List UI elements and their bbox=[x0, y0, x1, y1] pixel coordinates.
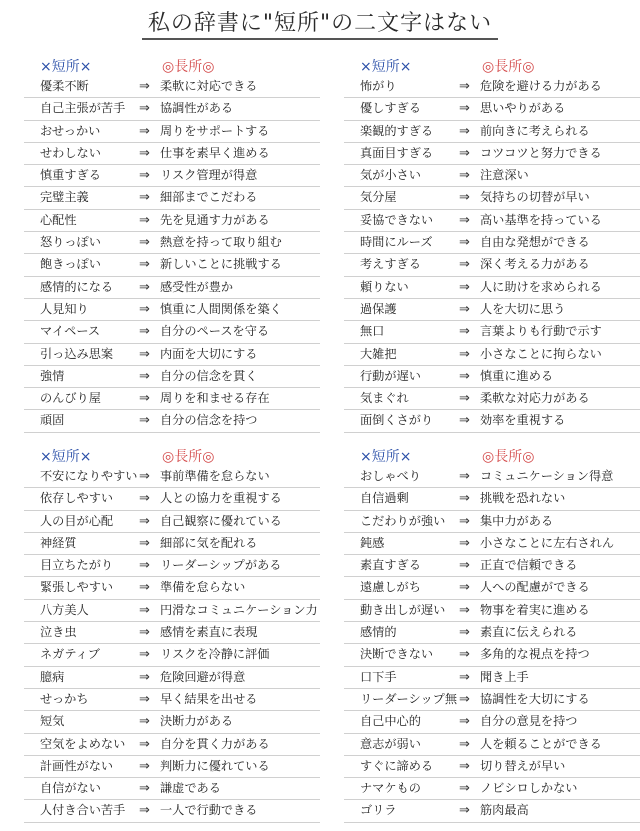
arrow-icon: ⇒ bbox=[459, 625, 470, 641]
strength-text: 早く結果を出せる bbox=[160, 691, 258, 706]
list-item bbox=[24, 667, 320, 689]
strength-text: 仕事を素早く進める bbox=[160, 145, 270, 160]
strength-text: 筋肉最高 bbox=[480, 803, 529, 818]
weakness-text: 慎重すぎる bbox=[40, 168, 101, 183]
weakness-text: 真面目すぎる bbox=[360, 145, 434, 160]
arrow-icon: ⇒ bbox=[459, 647, 470, 663]
strength-header: ◎長所◎ bbox=[162, 449, 215, 465]
weakness-text: 感情的になる bbox=[40, 279, 114, 294]
list-item bbox=[344, 143, 640, 165]
list-item bbox=[344, 488, 640, 510]
arrow-icon: ⇒ bbox=[139, 469, 150, 484]
strength-text: 準備を怠らない bbox=[160, 580, 246, 595]
arrow-icon: ⇒ bbox=[459, 101, 470, 117]
list-item bbox=[344, 644, 640, 666]
strength-text: 気持ちの切替が早い bbox=[480, 190, 590, 205]
weakness-text: 強情 bbox=[40, 368, 65, 383]
strength-text: 先を見通す力がある bbox=[160, 212, 270, 227]
arrow-icon: ⇒ bbox=[139, 324, 150, 340]
list-item bbox=[24, 321, 320, 343]
arrow-icon: ⇒ bbox=[139, 535, 150, 551]
list-item bbox=[344, 533, 640, 555]
strength-text: 素直に伝えられる bbox=[480, 625, 578, 640]
list-item bbox=[24, 187, 320, 209]
weakness-text: 飽きっぽい bbox=[40, 257, 101, 272]
strength-text: リスクを冷静に評価 bbox=[160, 647, 270, 662]
arrow-icon: ⇒ bbox=[459, 513, 470, 529]
arrow-icon: ⇒ bbox=[459, 346, 470, 362]
arrow-icon: ⇒ bbox=[459, 691, 470, 707]
arrow-icon: ⇒ bbox=[459, 714, 470, 730]
strength-text: 感受性が豊か bbox=[160, 279, 234, 294]
list-item bbox=[344, 511, 640, 533]
weakness-text: 短気 bbox=[40, 714, 65, 729]
list-item bbox=[24, 644, 320, 666]
strength-text: 自由な発想ができる bbox=[480, 235, 590, 250]
weakness-text: 自信過剰 bbox=[360, 491, 409, 506]
list-item bbox=[24, 299, 320, 321]
page-title bbox=[0, 6, 640, 40]
weakness-text: 緊張しやすい bbox=[40, 580, 114, 595]
arrow-icon: ⇒ bbox=[139, 145, 150, 161]
arrow-icon: ⇒ bbox=[139, 368, 150, 384]
list-item bbox=[344, 299, 640, 321]
weakness-text: 遠慮しがち bbox=[360, 580, 421, 595]
section-top-right bbox=[344, 54, 640, 433]
weakness-text: 大雑把 bbox=[360, 346, 397, 361]
arrow-icon: ⇒ bbox=[139, 647, 150, 663]
arrow-icon: ⇒ bbox=[459, 803, 470, 819]
strength-text: ノビシロしかない bbox=[480, 781, 578, 796]
section-bottom-left bbox=[24, 444, 320, 823]
arrow-icon: ⇒ bbox=[139, 736, 150, 752]
list-item bbox=[24, 277, 320, 299]
weakness-header: ×短所× bbox=[40, 59, 92, 75]
arrow-icon: ⇒ bbox=[459, 491, 470, 507]
weakness-text: 動き出しが遅い bbox=[360, 602, 446, 617]
arrow-icon: ⇒ bbox=[459, 669, 470, 685]
list-item bbox=[24, 756, 320, 778]
strength-text: 人への配慮ができる bbox=[480, 580, 590, 595]
strength-header: ◎長所◎ bbox=[482, 449, 535, 465]
strength-text: 謙虚である bbox=[160, 781, 221, 796]
list-item bbox=[24, 344, 320, 366]
weakness-text: おせっかい bbox=[40, 123, 101, 138]
strength-text: 人を大切に思う bbox=[480, 301, 566, 316]
list-item bbox=[344, 210, 640, 232]
arrow-icon: ⇒ bbox=[139, 391, 150, 407]
strength-header: ◎長所◎ bbox=[482, 59, 535, 75]
list-item bbox=[344, 165, 640, 187]
strength-text: 自分の信念を貫く bbox=[160, 368, 258, 383]
list-item bbox=[24, 734, 320, 756]
weakness-text: 空気をよめない bbox=[40, 736, 126, 751]
weakness-text: 過保護 bbox=[360, 301, 397, 316]
strength-text: 注意深い bbox=[480, 168, 529, 183]
strength-header: ◎長所◎ bbox=[162, 59, 215, 75]
list-item bbox=[24, 622, 320, 644]
weakness-text: 臆病 bbox=[40, 669, 65, 684]
arrow-icon: ⇒ bbox=[459, 758, 470, 774]
list-item bbox=[344, 689, 640, 711]
weakness-header: ×短所× bbox=[40, 449, 92, 465]
list-item bbox=[344, 667, 640, 689]
list-item bbox=[24, 143, 320, 165]
weakness-text: 考えすぎる bbox=[360, 257, 421, 272]
weakness-text: ナマケもの bbox=[360, 781, 421, 796]
weakness-text: せわしない bbox=[40, 145, 101, 160]
list-item bbox=[24, 254, 320, 276]
weakness-text: 人の目が心配 bbox=[40, 513, 114, 528]
arrow-icon: ⇒ bbox=[459, 79, 470, 94]
list-item bbox=[344, 600, 640, 622]
strength-text: 物事を着実に進める bbox=[480, 602, 590, 617]
weakness-text: 優柔不断 bbox=[40, 79, 89, 93]
weakness-text: 無口 bbox=[360, 324, 385, 339]
arrow-icon: ⇒ bbox=[139, 279, 150, 295]
strength-text: 細部に気を配れる bbox=[160, 535, 258, 550]
list-item bbox=[344, 344, 640, 366]
list-item bbox=[344, 577, 640, 599]
strength-text: リーダーシップがある bbox=[160, 558, 282, 573]
strength-text: 集中力がある bbox=[480, 513, 554, 528]
arrow-icon: ⇒ bbox=[139, 513, 150, 529]
strength-text: 慎重に人間関係を築く bbox=[160, 301, 282, 316]
weakness-header: ×短所× bbox=[360, 59, 412, 75]
weakness-text: 神経質 bbox=[40, 535, 77, 550]
arrow-icon: ⇒ bbox=[139, 758, 150, 774]
arrow-icon: ⇒ bbox=[139, 625, 150, 641]
weakness-text: 頑固 bbox=[40, 413, 65, 428]
list-item bbox=[344, 98, 640, 120]
strength-text: 挑戦を恐れない bbox=[480, 491, 566, 506]
strength-text: 周りを和ませる存在 bbox=[160, 391, 270, 406]
list-item bbox=[24, 410, 320, 432]
arrow-icon: ⇒ bbox=[459, 168, 470, 184]
strength-text: 効率を重視する bbox=[480, 413, 566, 428]
strength-text: 深く考える力がある bbox=[480, 257, 590, 272]
weakness-text: 妥協できない bbox=[360, 212, 434, 227]
weakness-text: 人見知り bbox=[40, 301, 89, 316]
weakness-text: 感情的 bbox=[360, 625, 397, 640]
list-item bbox=[24, 689, 320, 711]
strength-text: 感情を素直に表現 bbox=[160, 625, 258, 640]
weakness-text: 自己中心的 bbox=[360, 714, 421, 729]
arrow-icon: ⇒ bbox=[139, 558, 150, 574]
arrow-icon: ⇒ bbox=[139, 781, 150, 797]
arrow-icon: ⇒ bbox=[139, 101, 150, 117]
arrow-icon: ⇒ bbox=[459, 279, 470, 295]
list-item bbox=[344, 555, 640, 577]
list-item bbox=[344, 778, 640, 800]
weakness-text: 八方美人 bbox=[40, 602, 89, 617]
strength-text: リスク管理が得意 bbox=[160, 168, 258, 183]
list-item bbox=[24, 800, 320, 822]
list-item bbox=[344, 466, 640, 488]
weakness-text: 泣き虫 bbox=[40, 625, 77, 640]
list-item bbox=[24, 711, 320, 733]
section-header bbox=[344, 444, 640, 466]
list-item bbox=[344, 232, 640, 254]
weakness-text: 面倒くさがり bbox=[360, 413, 434, 428]
weakness-header: ×短所× bbox=[360, 449, 412, 465]
arrow-icon: ⇒ bbox=[459, 123, 470, 139]
arrow-icon: ⇒ bbox=[139, 580, 150, 596]
weakness-text: 優しすぎる bbox=[360, 101, 421, 116]
list-item bbox=[24, 210, 320, 232]
list-item bbox=[24, 388, 320, 410]
arrow-icon: ⇒ bbox=[139, 257, 150, 273]
list-item bbox=[344, 366, 640, 388]
list-item bbox=[344, 121, 640, 143]
strength-text: 細部までこだわる bbox=[160, 190, 258, 205]
weakness-text: 楽観的すぎる bbox=[360, 123, 434, 138]
arrow-icon: ⇒ bbox=[459, 235, 470, 251]
strength-text: 人に助けを求められる bbox=[480, 279, 602, 294]
section-header bbox=[24, 54, 320, 76]
list-item bbox=[24, 366, 320, 388]
list-item bbox=[24, 778, 320, 800]
list-item bbox=[24, 98, 320, 120]
weakness-text: マイペース bbox=[40, 324, 101, 339]
strength-text: 自分の意見を持つ bbox=[480, 714, 578, 729]
strength-text: 多角的な視点を持つ bbox=[480, 647, 590, 662]
section-bottom-right bbox=[344, 444, 640, 823]
strength-text: 円滑なコミュニケーション力 bbox=[160, 602, 318, 617]
strength-text: 聞き上手 bbox=[480, 669, 529, 684]
arrow-icon: ⇒ bbox=[459, 301, 470, 317]
weakness-text: すぐに諦める bbox=[360, 758, 434, 773]
list-item bbox=[344, 410, 640, 432]
arrow-icon: ⇒ bbox=[459, 145, 470, 161]
arrow-icon: ⇒ bbox=[139, 123, 150, 139]
page-title-text: 私の辞書に"短所"の二文字はない bbox=[142, 6, 498, 40]
weakness-text: 怒りっぽい bbox=[40, 235, 101, 250]
arrow-icon: ⇒ bbox=[459, 535, 470, 551]
weakness-text: 意志が弱い bbox=[360, 736, 421, 751]
arrow-icon: ⇒ bbox=[459, 391, 470, 407]
strength-text: 小さなことに左右されん bbox=[480, 535, 615, 550]
strength-text: 自己観察に優れている bbox=[160, 513, 282, 528]
weakness-text: 気まぐれ bbox=[360, 391, 409, 406]
list-item bbox=[344, 734, 640, 756]
section-top-left bbox=[24, 54, 320, 433]
strength-text: 前向きに考えられる bbox=[480, 123, 590, 138]
strength-text: 柔軟に対応できる bbox=[160, 79, 258, 93]
arrow-icon: ⇒ bbox=[139, 803, 150, 819]
arrow-icon: ⇒ bbox=[459, 469, 470, 484]
arrow-icon: ⇒ bbox=[139, 714, 150, 730]
weakness-text: 不安になりやすい bbox=[40, 469, 138, 483]
strength-text: 判断力に優れている bbox=[160, 758, 270, 773]
arrow-icon: ⇒ bbox=[459, 580, 470, 596]
list-item bbox=[24, 600, 320, 622]
weakness-text: 引っ込み思案 bbox=[40, 346, 114, 361]
weakness-text: 鈍感 bbox=[360, 535, 385, 550]
arrow-icon: ⇒ bbox=[139, 602, 150, 618]
section-header bbox=[344, 54, 640, 76]
weakness-text: こだわりが強い bbox=[360, 513, 446, 528]
weakness-text: のんびり屋 bbox=[40, 391, 101, 406]
arrow-icon: ⇒ bbox=[459, 368, 470, 384]
strength-text: 新しいことに挑戦する bbox=[160, 257, 282, 272]
list-item bbox=[24, 121, 320, 143]
weakness-text: 目立ちたがり bbox=[40, 558, 114, 573]
weakness-text: おしゃべり bbox=[360, 469, 421, 483]
arrow-icon: ⇒ bbox=[139, 301, 150, 317]
strength-text: 人を頼ることができる bbox=[480, 736, 602, 751]
strength-text: 小さなことに拘らない bbox=[480, 346, 602, 361]
weakness-text: 気が小さい bbox=[360, 168, 421, 183]
arrow-icon: ⇒ bbox=[459, 736, 470, 752]
list-item bbox=[344, 622, 640, 644]
arrow-icon: ⇒ bbox=[459, 212, 470, 228]
arrow-icon: ⇒ bbox=[139, 212, 150, 228]
weakness-text: 気分屋 bbox=[360, 190, 397, 205]
strength-text: 切り替えが早い bbox=[480, 758, 566, 773]
section-header bbox=[24, 444, 320, 466]
weakness-text: 心配性 bbox=[40, 212, 77, 227]
weakness-text: 行動が遅い bbox=[360, 368, 421, 383]
list-item bbox=[24, 466, 320, 488]
list-item bbox=[24, 76, 320, 98]
strength-text: 協調性を大切にする bbox=[480, 691, 590, 706]
strength-text: 決断力がある bbox=[160, 714, 234, 729]
list-item bbox=[344, 254, 640, 276]
list-item bbox=[344, 711, 640, 733]
list-item bbox=[344, 76, 640, 98]
strength-text: コミュニケーション得意 bbox=[480, 469, 614, 483]
strength-text: コツコツと努力できる bbox=[480, 145, 602, 160]
list-item bbox=[24, 232, 320, 254]
list-item bbox=[24, 511, 320, 533]
list-item bbox=[24, 488, 320, 510]
weakness-text: 人付き合い苦手 bbox=[40, 803, 126, 818]
weakness-text: 自己主張が苦手 bbox=[40, 101, 126, 116]
strength-text: 高い基準を持っている bbox=[480, 212, 602, 227]
arrow-icon: ⇒ bbox=[139, 413, 150, 429]
arrow-icon: ⇒ bbox=[139, 235, 150, 251]
arrow-icon: ⇒ bbox=[459, 602, 470, 618]
list-item bbox=[344, 388, 640, 410]
arrow-icon: ⇒ bbox=[139, 168, 150, 184]
arrow-icon: ⇒ bbox=[139, 346, 150, 362]
arrow-icon: ⇒ bbox=[459, 324, 470, 340]
list-item bbox=[24, 555, 320, 577]
strength-text: 正直で信頼できる bbox=[480, 558, 578, 573]
strength-text: 言葉よりも行動で示す bbox=[480, 324, 602, 339]
list-item bbox=[344, 321, 640, 343]
arrow-icon: ⇒ bbox=[459, 781, 470, 797]
list-item bbox=[24, 533, 320, 555]
strength-text: 自分のペースを守る bbox=[160, 324, 270, 339]
strength-text: 周りをサポートする bbox=[160, 123, 270, 138]
weakness-text: 口下手 bbox=[360, 669, 397, 684]
list-item bbox=[344, 800, 640, 822]
strength-text: 危険を避ける力がある bbox=[480, 79, 602, 93]
strength-text: 柔軟な対応力がある bbox=[480, 391, 590, 406]
strength-text: 熱意を持って取り組む bbox=[160, 235, 282, 250]
arrow-icon: ⇒ bbox=[139, 79, 150, 94]
strength-text: 一人で行動できる bbox=[160, 803, 258, 818]
strength-text: 慎重に進める bbox=[480, 368, 554, 383]
list-item bbox=[344, 187, 640, 209]
weakness-text: せっかち bbox=[40, 691, 89, 706]
list-item bbox=[24, 165, 320, 187]
weakness-text: 計画性がない bbox=[40, 758, 114, 773]
strength-text: 内面を大切にする bbox=[160, 346, 258, 361]
weakness-text: ゴリラ bbox=[360, 803, 397, 818]
weakness-text: 怖がり bbox=[360, 79, 397, 93]
weakness-text: 頼りない bbox=[360, 279, 409, 294]
weakness-text: 素直すぎる bbox=[360, 558, 421, 573]
arrow-icon: ⇒ bbox=[459, 257, 470, 273]
weakness-text: 決断できない bbox=[360, 647, 434, 662]
arrow-icon: ⇒ bbox=[459, 413, 470, 429]
arrow-icon: ⇒ bbox=[139, 669, 150, 685]
weakness-text: 完璧主義 bbox=[40, 190, 89, 205]
strength-text: 自分を貫く力がある bbox=[160, 736, 270, 751]
strength-text: 事前準備を怠らない bbox=[160, 469, 270, 483]
weakness-text: 自信がない bbox=[40, 781, 101, 796]
arrow-icon: ⇒ bbox=[459, 558, 470, 574]
strength-text: 自分の信念を持つ bbox=[160, 413, 258, 428]
weakness-text: ネガティブ bbox=[40, 647, 100, 662]
strength-text: 人との協力を重視する bbox=[160, 491, 282, 506]
weakness-text: 時間にルーズ bbox=[360, 235, 433, 250]
list-item bbox=[344, 756, 640, 778]
arrow-icon: ⇒ bbox=[459, 190, 470, 206]
list-item bbox=[344, 277, 640, 299]
arrow-icon: ⇒ bbox=[139, 491, 150, 507]
strength-text: 思いやりがある bbox=[480, 101, 566, 116]
strength-text: 危険回避が得意 bbox=[160, 669, 246, 684]
strength-text: 協調性がある bbox=[160, 101, 234, 116]
weakness-text: 依存しやすい bbox=[40, 491, 114, 506]
list-item bbox=[24, 577, 320, 599]
arrow-icon: ⇒ bbox=[139, 691, 150, 707]
weakness-text: リーダーシップ無 bbox=[360, 691, 458, 706]
arrow-icon: ⇒ bbox=[139, 190, 150, 206]
